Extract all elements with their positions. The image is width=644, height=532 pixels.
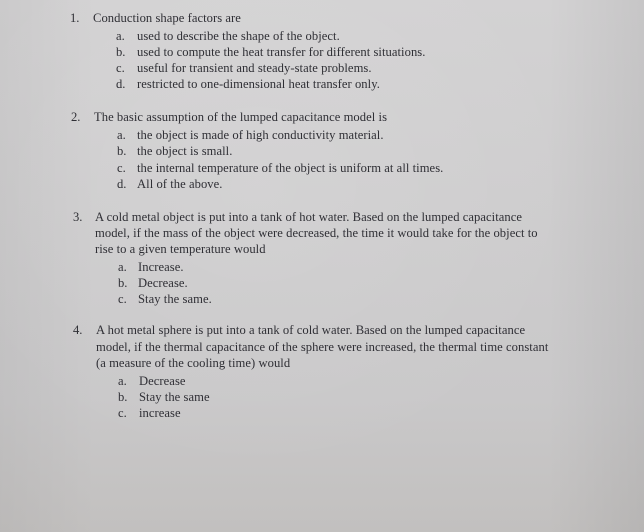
question-text-line: model, if the mass of the object were decreased, the time it would take for the object to [95, 226, 538, 240]
option-text: the internal temperature of the object is uniform at all times. [137, 161, 444, 175]
option-letter: c. [118, 406, 127, 420]
option-text: the object is small. [137, 144, 233, 158]
option-letter: d. [116, 77, 126, 91]
question-text-line: rise to a given temperature would [95, 242, 266, 256]
option-letter: a. [117, 128, 126, 142]
option-text: Decrease [139, 374, 186, 388]
option-text: used to describe the shape of the object. [137, 29, 340, 43]
option-text: increase [139, 406, 181, 420]
option-text: Increase. [138, 260, 184, 274]
option-letter: c. [116, 61, 125, 75]
option-text: used to compute the heat transfer for different situations. [137, 45, 426, 59]
question-number: 2. [71, 110, 81, 124]
option-text: Stay the same [139, 390, 210, 404]
option-letter: b. [117, 144, 127, 158]
question-number: 1. [70, 11, 80, 25]
option-letter: a. [118, 260, 127, 274]
option-letter: c. [118, 292, 127, 306]
option-text: All of the above. [137, 177, 223, 191]
option-letter: d. [117, 177, 127, 191]
option-letter: c. [117, 161, 126, 175]
option-text: useful for transient and steady-state problems. [137, 61, 372, 75]
option-text: restricted to one-dimensional heat transfer only. [137, 77, 380, 91]
option-letter: a. [118, 374, 127, 388]
question-text-line: A cold metal object is put into a tank of hot water. Based on the lumped capacitance [95, 210, 523, 224]
option-text: Stay the same. [138, 292, 212, 306]
option-letter: b. [118, 276, 128, 290]
option-letter: b. [116, 45, 126, 59]
question-text-line: A hot metal sphere is put into a tank of cold water. Based on the lumped capacitance [96, 323, 526, 337]
option-text: Decrease. [138, 276, 188, 290]
question-text: The basic assumption of the lumped capacitance model is [94, 110, 388, 124]
question-text-line: model, if the thermal capacitance of the sphere were increased, the thermal time constant [96, 340, 549, 354]
question-number: 4. [73, 323, 83, 337]
option-letter: b. [118, 390, 128, 404]
question-text: Conduction shape factors are [93, 11, 241, 25]
question-text-line: (a measure of the cooling time) would [96, 356, 291, 370]
option-letter: a. [116, 29, 125, 43]
question-number: 3. [73, 210, 83, 224]
option-text: the object is made of high conductivity material. [137, 128, 384, 142]
